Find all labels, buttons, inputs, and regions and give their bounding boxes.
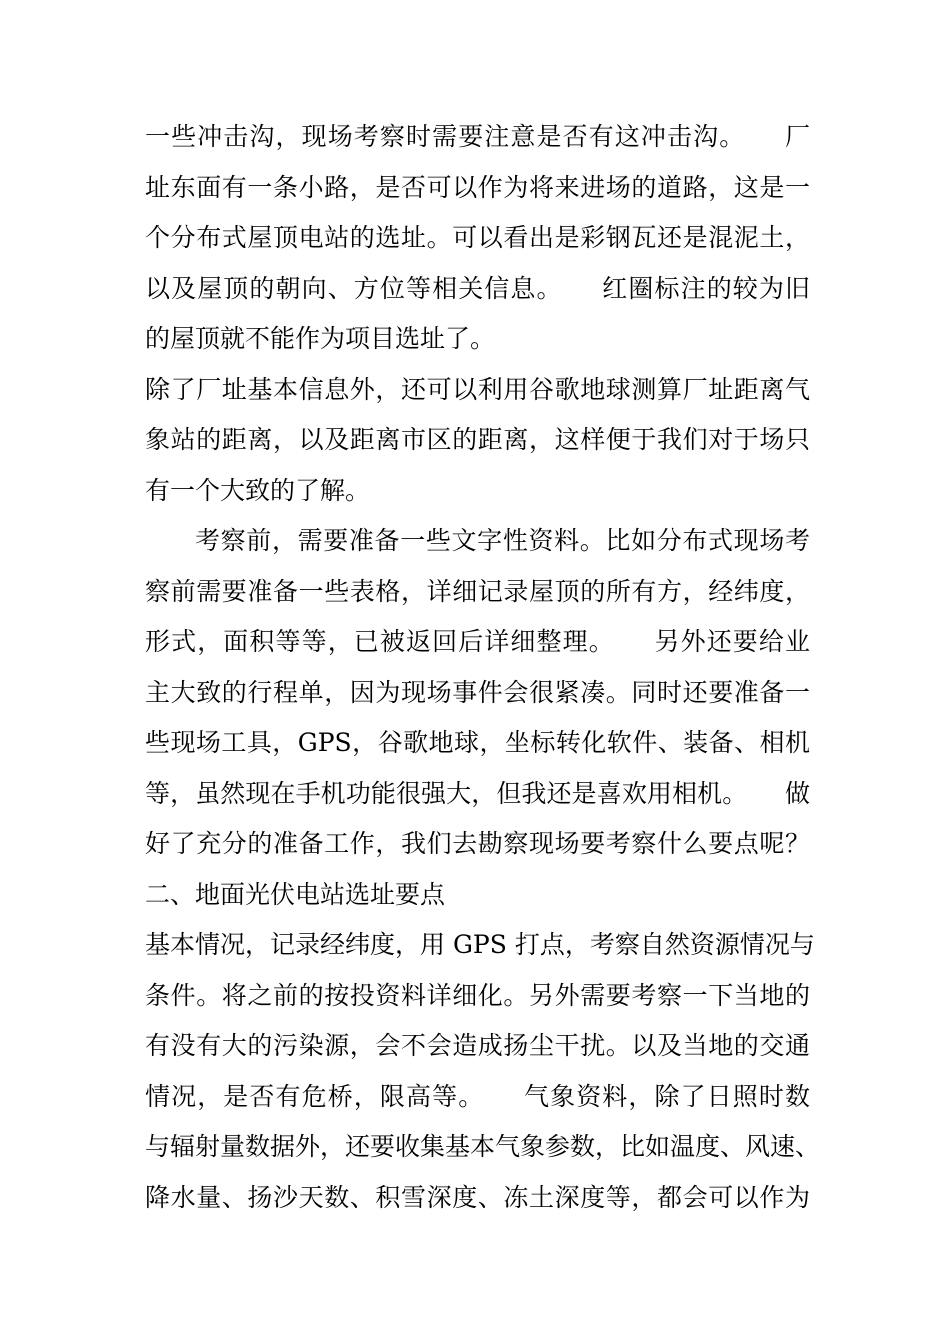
text-line: 察前需要准备一些表格，详细记录屋顶的所有方，经纬度， [145, 576, 810, 606]
text-line: 以及屋顶的朝向、方位等相关信息。 红圈标注的较为旧 [145, 273, 810, 303]
text-line: 考察前，需要准备一些文字性资料。比如分布式现场考 [195, 526, 810, 555]
text-line: 二、地面光伏电站选址要点 [145, 879, 446, 909]
text-line: 些现场工具，GPS，谷歌地球，坐标转化软件、装备、相机 [145, 728, 810, 757]
text-line: 降水量、扬沙天数、积雪深度、冻土深度等，都会可以作为 [145, 1182, 810, 1212]
text-line: 条件。将之前的按投资料详细化。另外需要考察一下当地的 [145, 980, 810, 1010]
text-line: 基本情况，记录经纬度，用 GPS 打点，考察自然资源情况与 [145, 930, 815, 959]
text-line: 个分布式屋顶电站的选址。可以看出是彩钢瓦还是混泥土， [145, 223, 810, 252]
text-line: 有一个大致的了解。 [145, 475, 371, 505]
text-line: 一些冲击沟，现场考察时需要注意是否有这冲击沟。 厂 [145, 122, 810, 151]
text-line: 好了充分的准备工作，我们去勘察现场要考察什么要点呢？ [145, 829, 810, 858]
text-line: 情况，是否有危桥，限高等。 气象资料，除了日照时数 [145, 1081, 810, 1111]
text-line: 主大致的行程单，因为现场事件会很紧凑。同时还要准备一 [145, 677, 810, 707]
text-line: 除了厂址基本信息外，还可以利用谷歌地球测算厂址距离气 [145, 374, 810, 404]
text-line: 址东面有一条小路，是否可以作为将来进场的道路，这是一 [145, 172, 810, 202]
text-line: 等，虽然现在手机功能很强大，但我还是喜欢用相机。 做 [145, 778, 810, 808]
text-line: 形式，面积等等，已被返回后详细整理。 另外还要给业 [145, 627, 810, 656]
document-page [145, 112, 821, 1223]
text-line: 的屋顶就不能作为项目选址了。 [145, 324, 496, 353]
text-line: 有没有大的污染源，会不会造成扬尘干扰。以及当地的交通 [145, 1031, 810, 1060]
text-line: 与辐射量数据外，还要收集基本气象参数，比如温度、风速、 [145, 1132, 821, 1161]
text-line: 象站的距离，以及距离市区的距离，这样便于我们对于场只 [145, 425, 810, 454]
